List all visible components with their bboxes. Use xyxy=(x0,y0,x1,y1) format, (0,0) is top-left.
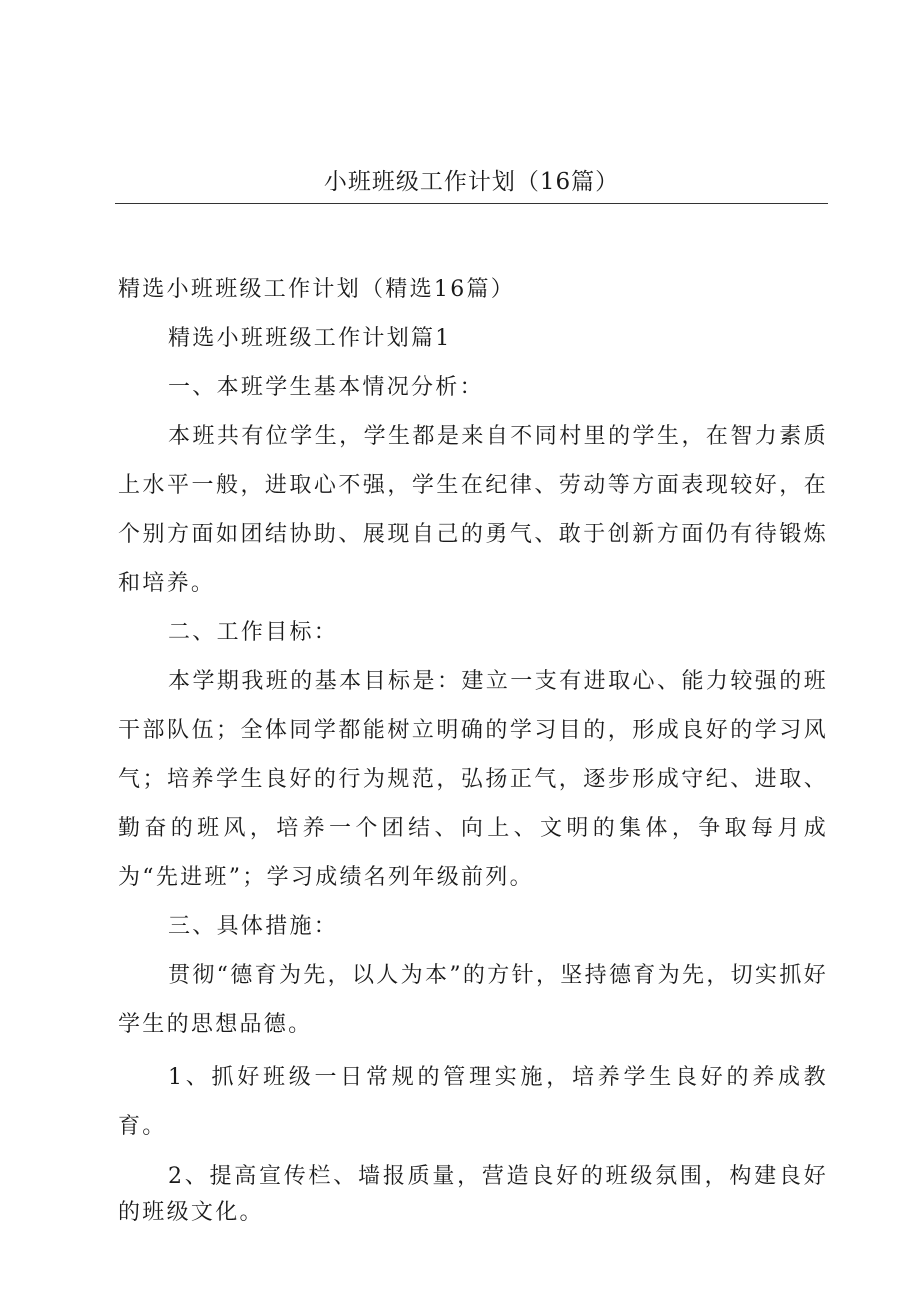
section-2-paragraph-1: 本学期我班的基本目标是：建立一支有进取心、能力较强的班干部队伍；全体同学都能树立明确的学习目的，形成良好的学习风气；培养学生良好的行为规范，弘扬正气，逐步形成守纪、进取、勤奋的班风，培养一个团结、向上、文明的集体，争取每月成为“先进班”；学习成绩名列年级前列。 xyxy=(118,669,828,890)
document-body xyxy=(118,265,828,1231)
section-heading-1: 一、本班学生基本情况分析： xyxy=(168,375,484,400)
section-3-item-1: 1、抓好班级一日常规的管理实施，培养学生良好的养成教育。 xyxy=(118,1065,828,1139)
chapter-heading: 精选小班班级工作计划篇1 xyxy=(168,326,452,351)
title-block xyxy=(115,166,828,204)
section-3-item-2: 2、提高宣传栏、墙报质量，营造良好的班级氛围，构建良好的班级文化。 xyxy=(118,1164,828,1225)
document-subtitle: 精选小班班级工作计划（精选16篇） xyxy=(118,277,516,302)
section-3-paragraph-1: 贯彻“德育为先，以人为本”的方针，坚持德育为先，切实抓好学生的思想品德。 xyxy=(118,963,828,1037)
document-title: 小班班级工作计划（16篇） xyxy=(323,169,620,195)
section-heading-2: 二、工作目标： xyxy=(168,620,339,645)
section-1-paragraph-1: 本班共有位学生，学生都是来自不同村里的学生，在智力素质上水平一般，进取心不强，学生在纪律、劳动等方面表现较好，在个别方面如团结协助、展现自己的勇气、敢于创新方面仍有待锻炼和培养。 xyxy=(118,424,828,596)
section-heading-3: 三、具体措施： xyxy=(168,914,339,939)
